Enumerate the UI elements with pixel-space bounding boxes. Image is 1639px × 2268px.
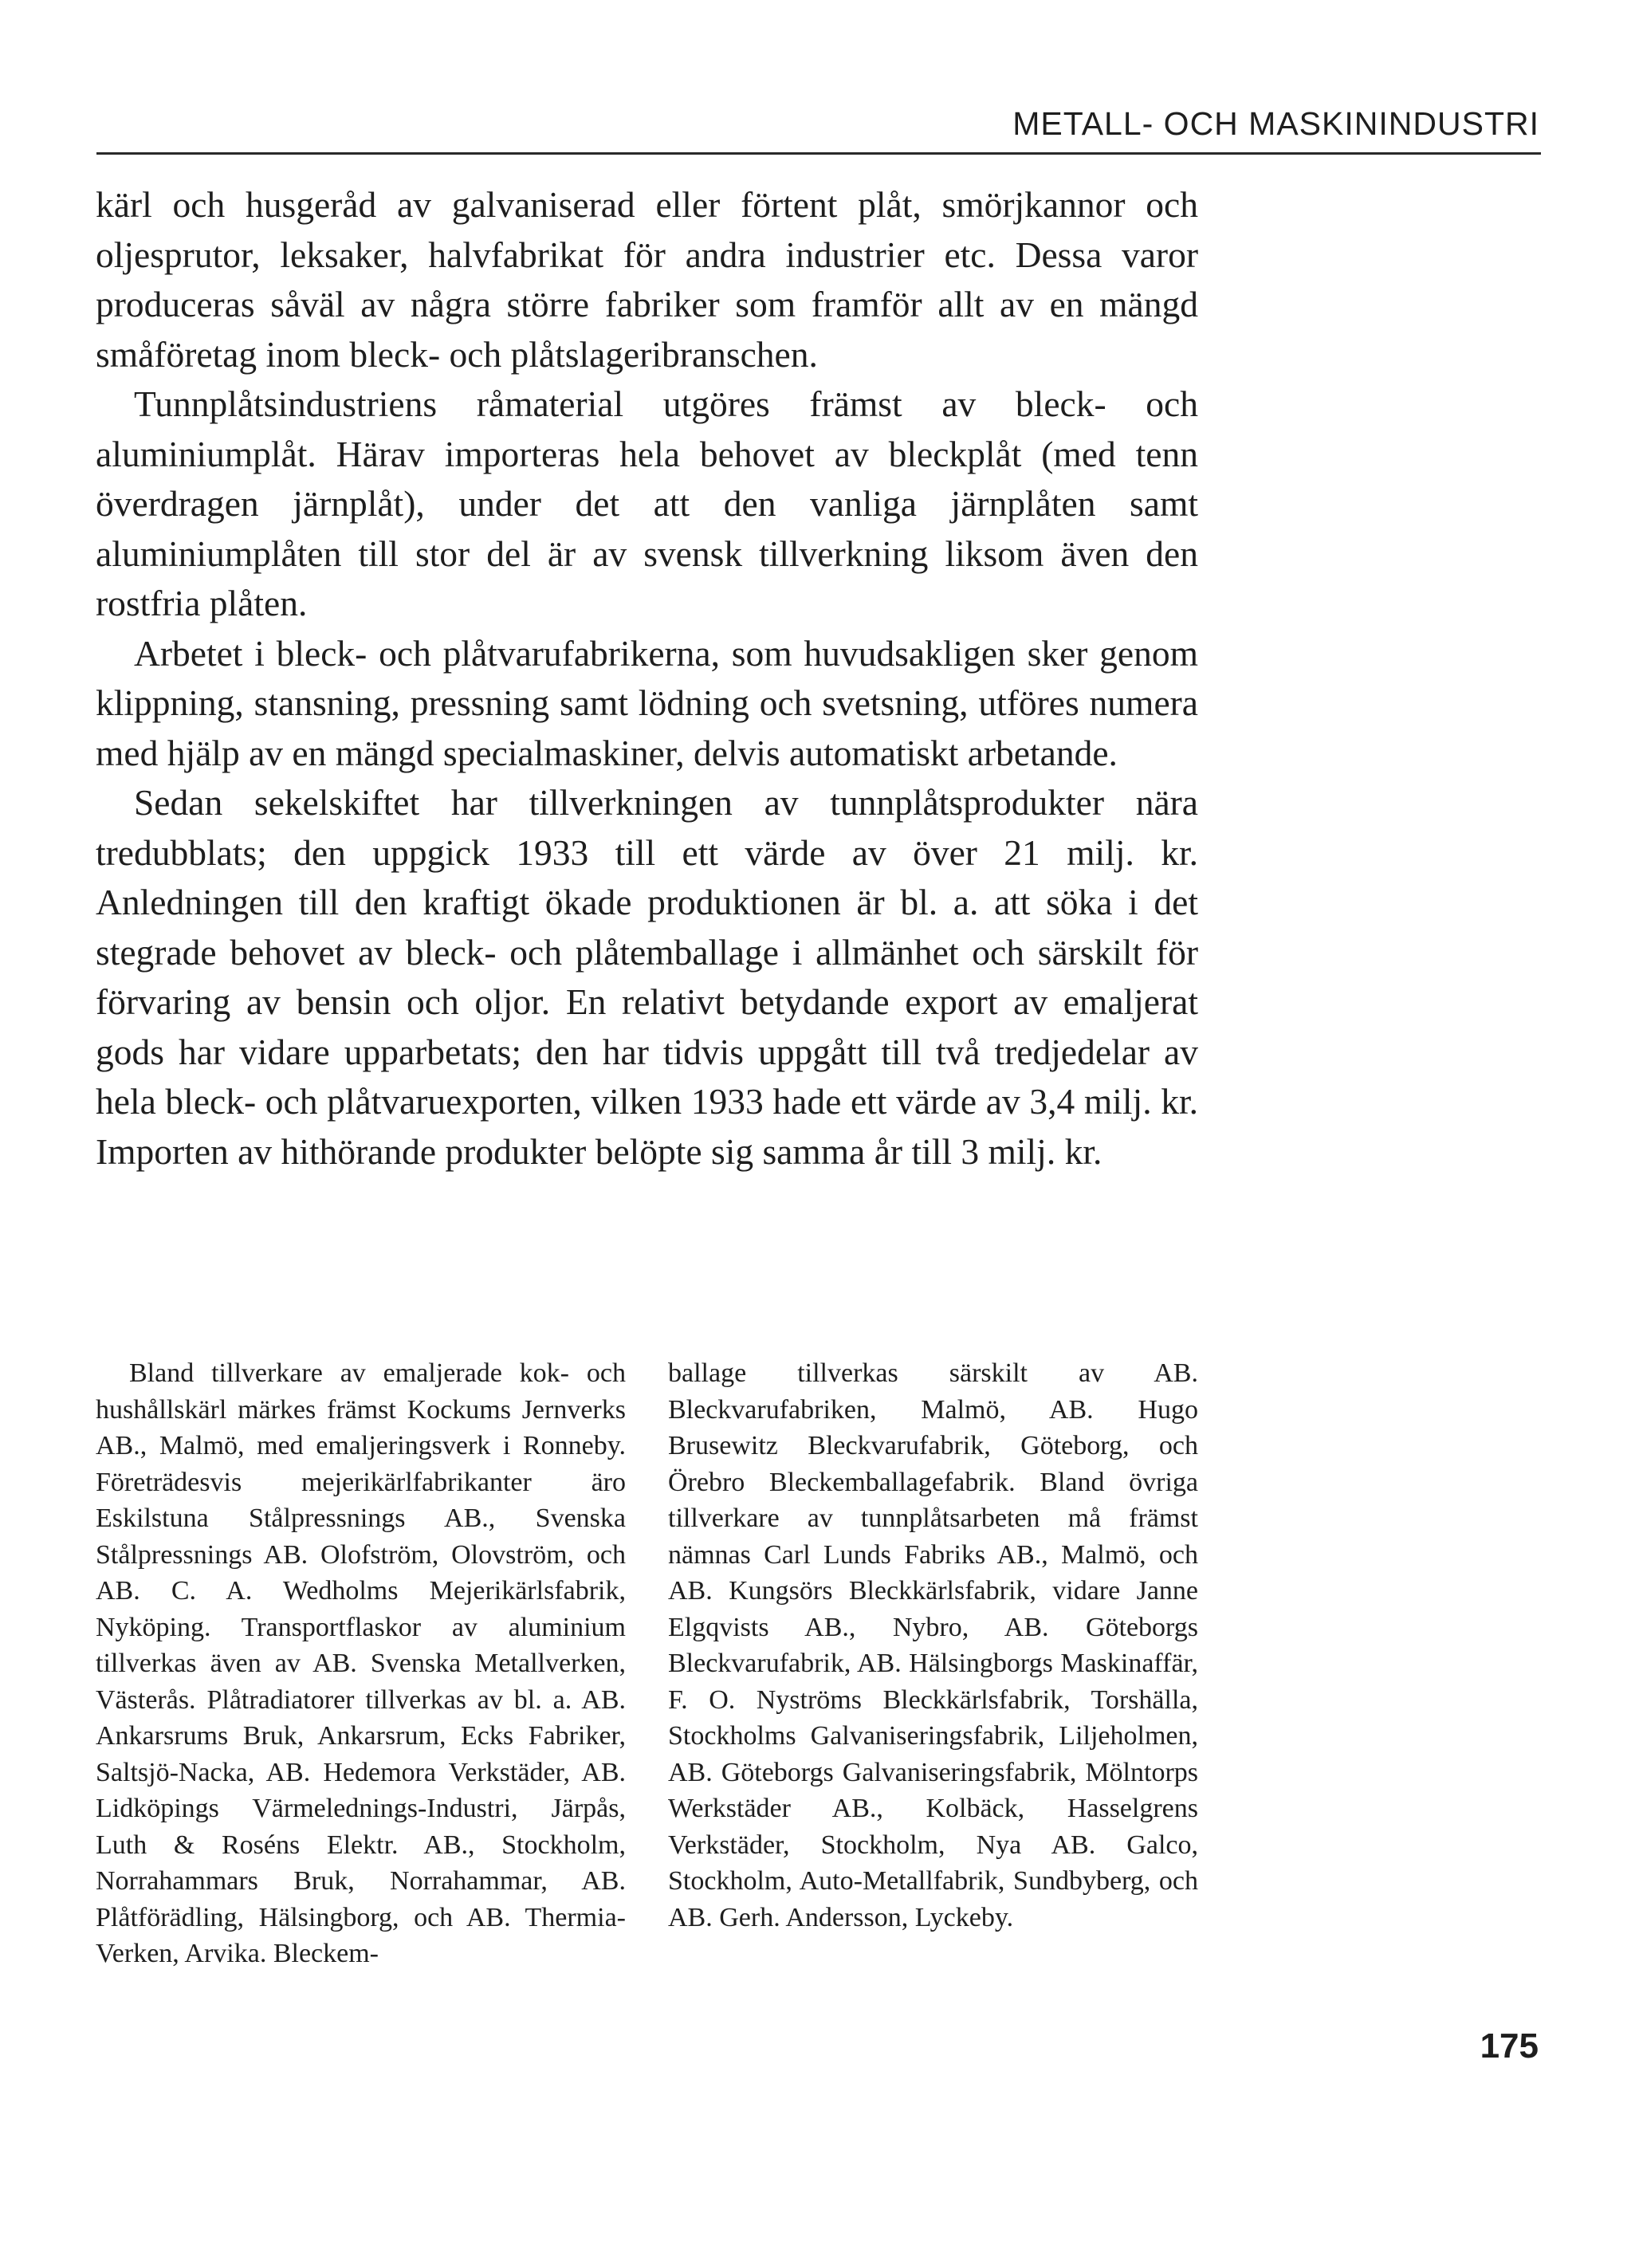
notes-paragraph-left: Bland tillverkare av emaljerade kok- och hushållskärl märkes främst Kockums Jernverks AB., Malmö, med emaljeringsverk i Ronneby. Företrädesvis mejerikärlfabrikanter äro Eskilstuna Stålpressnings AB., Svenska Stålpressnings AB. Olofström, Olovström, och AB. C. A. Wedholms Mejerikärlsfabrik, Nyköping. Transportflaskor av aluminium tillverkas även av AB. Svenska Metallverken, Västerås. Plåtradiatorer tillverkas av bl. a. AB. Ankarsrums Bruk, Ankarsrum, Ecks Fabriker, Saltsjö-Nacka, AB. Hedemora Verkstäder, AB. Lidköpings Värmelednings-Industri, Järpås, Luth & Roséns Elektr. AB., Stockholm, Norrahammars Bruk, Norrahammar, AB. Plåtförädling, Hälsingborg, och AB. Thermia-Verken, Arvika. Bleckem- [96, 1358, 626, 1968]
body-paragraph: kärl och husgeråd av galvaniserad eller förtent plåt, smörjkannor och oljesprutor, leksaker, halvfabrikat för andra industrier etc. Dessa varor produceras såväl av några större fabriker som framför allt av en mängd småföretag inom bleck- och plåtslageribranschen. [96, 184, 1198, 375]
body-paragraph: Sedan sekelskiftet har tillverkningen av tunnplåtsprodukter nära tredubblats; den uppgick 1933 till ett värde av över 21 milj. kr. Anledningen till den kraftigt ökade produktionen är bl. a. att söka i det stegrade behovet av bleck- och plåtemballage i allmänhet och särskilt för förvaring av bensin och oljor. En relativt betydande export av emaljerat gods har vidare upparbetats; den har tidvis uppgått till två tredjedelar av hela bleck- och plåtvaruexporten, vilken 1933 hade ett värde av 3,4 milj. kr. Importen av hithörande produkter belöpte sig samma år till 3 milj. kr. [96, 782, 1198, 1172]
page-number: 175 [1480, 2026, 1539, 2066]
notes-right-column [668, 1355, 1198, 1972]
body-paragraph: Tunnplåtsindustriens råmaterial utgöres främst av bleck- och aluminiumplåt. Härav importeras hela behovet av bleckplåt (med tenn överdragen järnplåt), under det att den vanliga järnplåten samt aluminiumplåten till stor del är av svensk tillverkning liksom även den rostfria plåten. [96, 383, 1198, 623]
main-text [96, 180, 1198, 1177]
notes-columns [96, 1355, 1198, 1972]
notes-paragraph-right: ballage tillverkas särskilt av AB. Bleckvarufabriken, Malmö, AB. Hugo Brusewitz Bleckvarufabrik, Göteborg, och Örebro Bleckemballagefabrik. Bland övriga tillverkare av tunnplåtsarbeten må främst nämnas Carl Lunds Fabriks AB., Malmö, och AB. Kungsörs Bleckkärlsfabrik, vidare Janne Elgqvists AB., Nybro, AB. Göteborgs Bleckvarufabrik, AB. Hälsingborgs Maskinaffär, F. O. Nyströms Bleckkärlsfabrik, Torshälla, Stockholms Galvaniseringsfabrik, Liljeholmen, AB. Göteborgs Galvaniseringsfabrik, Mölntorps Werkstäder AB., Kolbäck, Hasselgrens Verkstäder, Stockholm, Nya AB. Galco, Stockholm, Auto-Metallfabrik, Sundbyberg, och AB. Gerh. Andersson, Lyckeby. [668, 1358, 1198, 1932]
header-rule [96, 152, 1541, 155]
body-paragraph: Arbetet i bleck- och plåtvarufabrikerna, som huvudsakligen sker genom klippning, stansning, pressning samt lödning och svetsning, utföres numera med hjälp av en mängd specialmaskiner, delvis automatiskt arbetande. [96, 632, 1198, 773]
notes-left-column [96, 1355, 626, 1972]
running-head: METALL- OCH MASKININDUSTRI [1012, 105, 1539, 142]
